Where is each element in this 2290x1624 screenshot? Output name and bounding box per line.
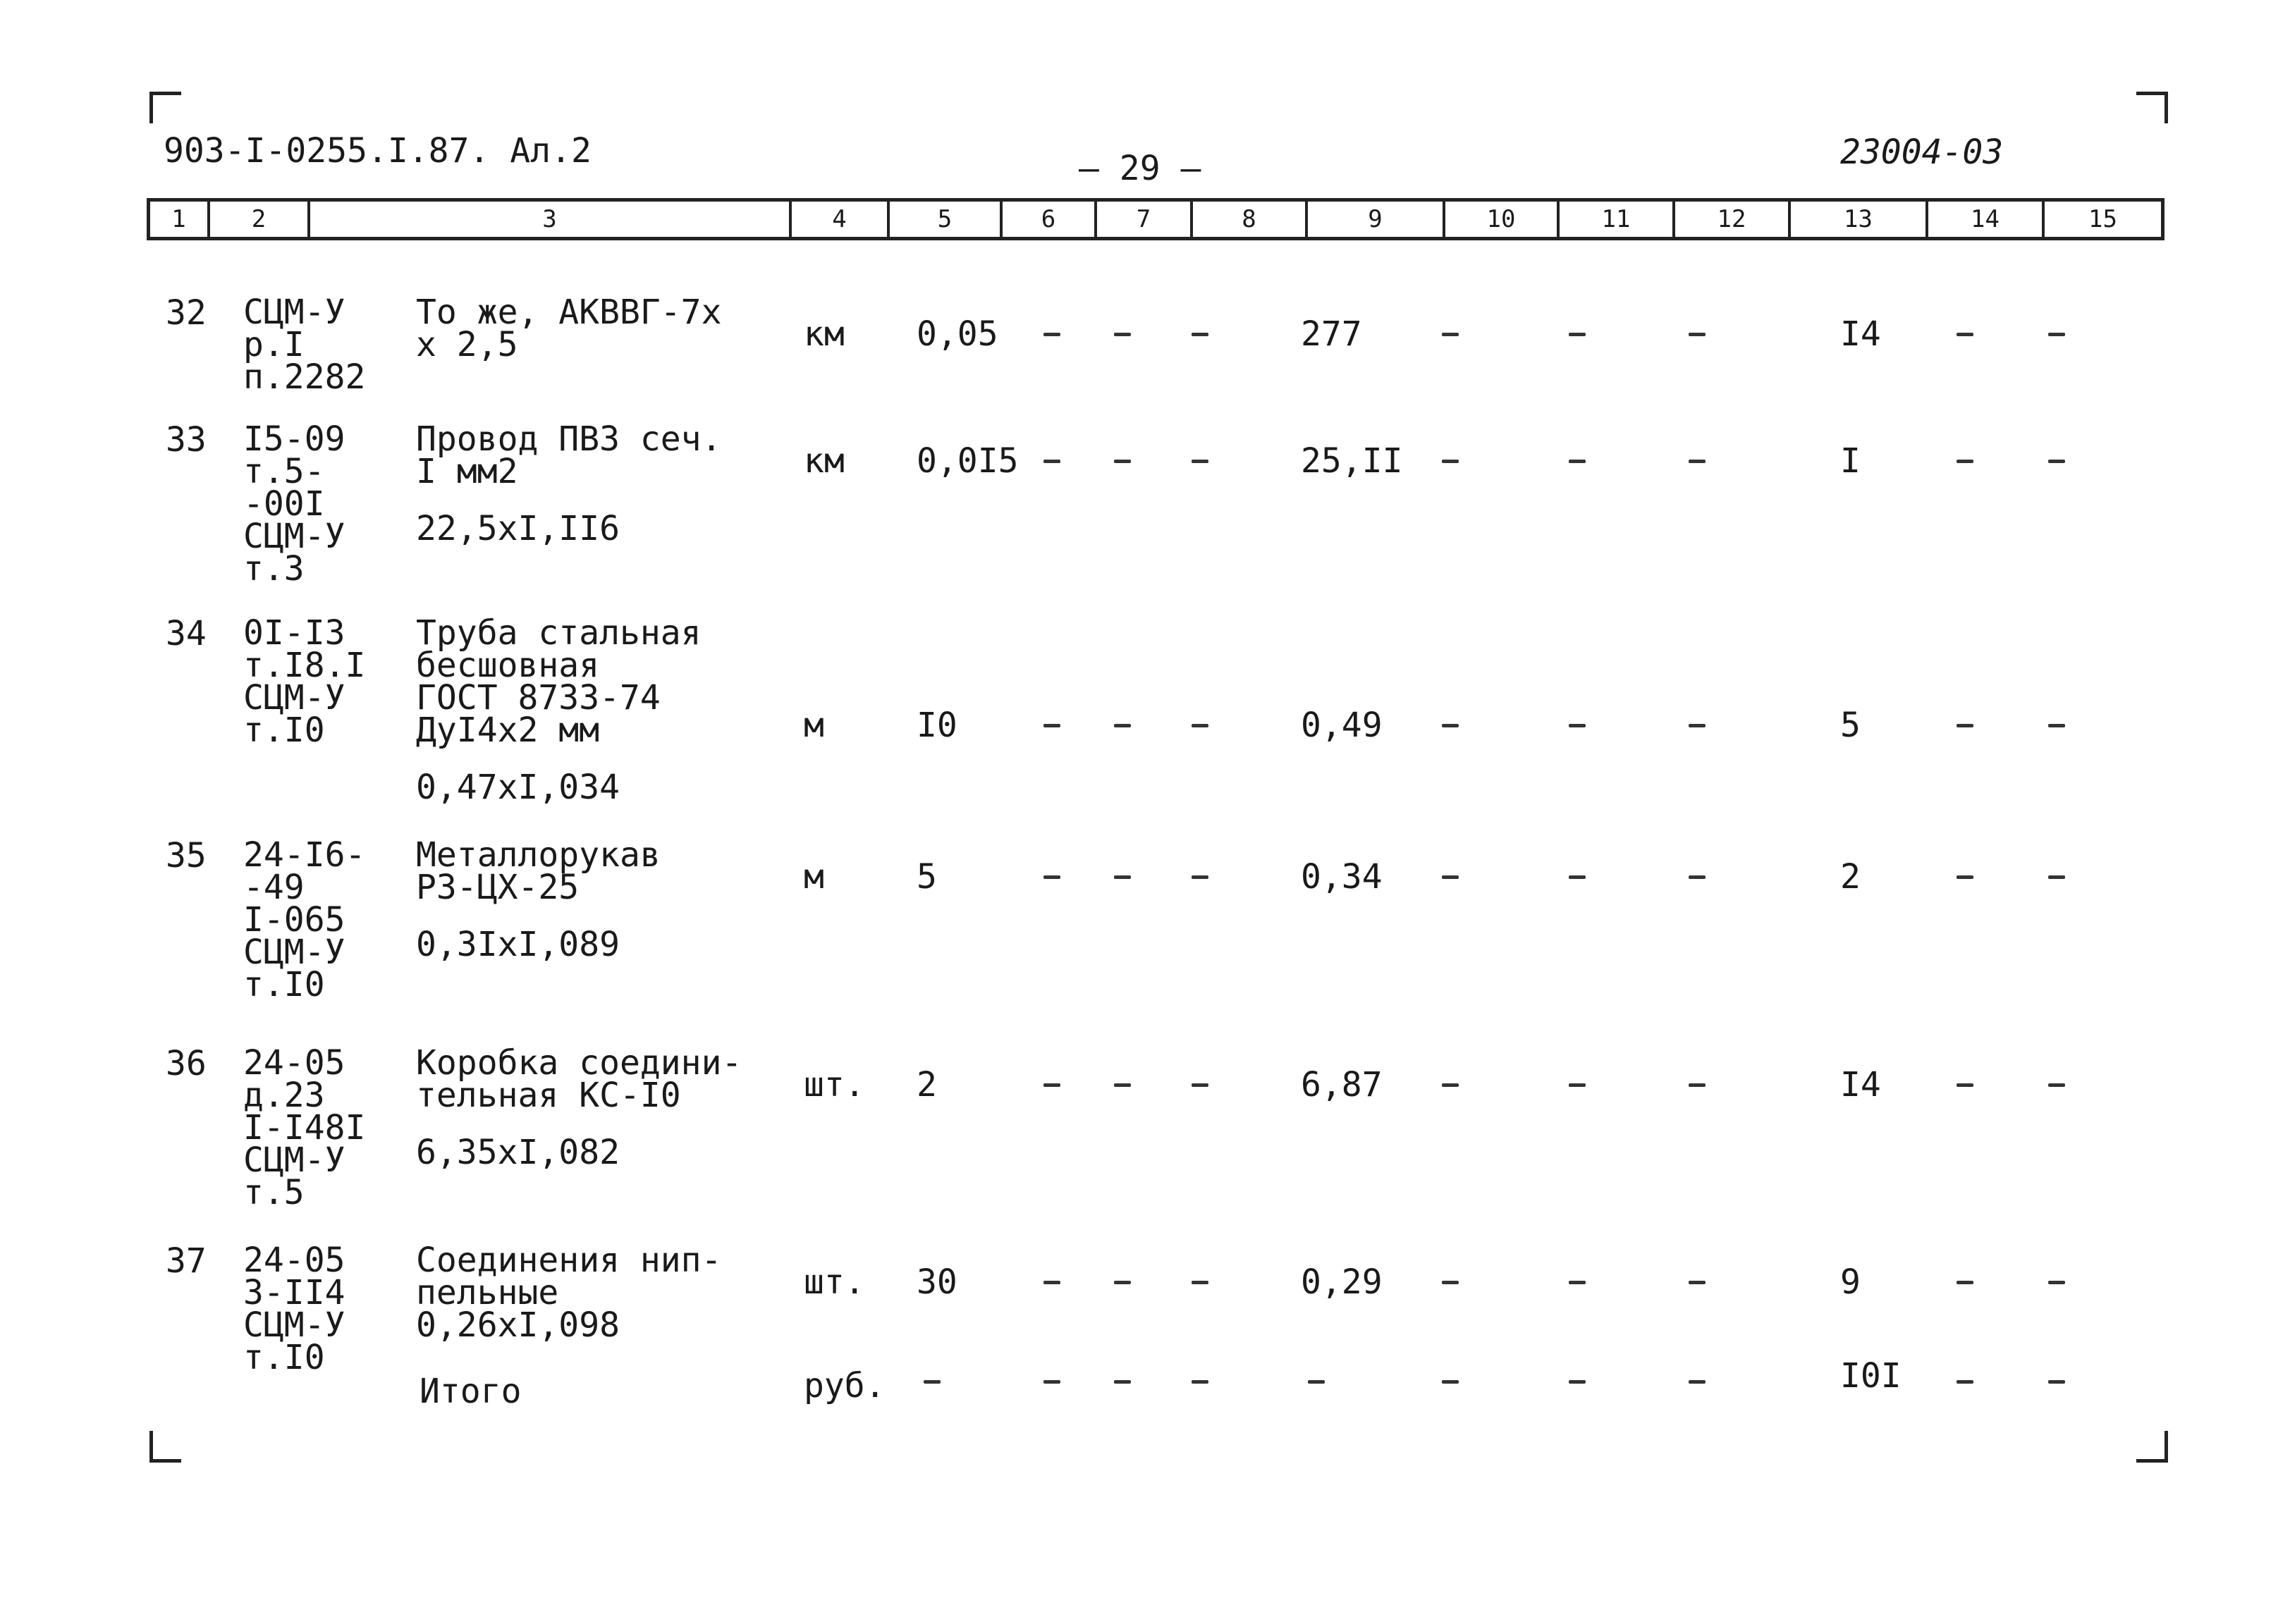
column-header-cell: 2 (210, 198, 310, 240)
row-description: Коробка соедини- тельная КС-I0 (416, 1043, 742, 1115)
dash-mark (1114, 1281, 1131, 1284)
row-col13: I4 (1840, 314, 1881, 354)
dash-mark (1114, 460, 1131, 463)
row-quantity: 5 (917, 857, 937, 897)
dash-mark (1689, 460, 1706, 463)
dash-mark (1114, 1380, 1131, 1384)
row-quantity: 2 (917, 1065, 937, 1105)
dash-mark (1689, 333, 1706, 336)
dash-mark (1569, 333, 1586, 336)
dash-mark (1442, 875, 1459, 879)
dash-mark (2048, 724, 2065, 727)
column-header-cell: 3 (310, 198, 792, 240)
row-reference: 24-I6- -49 I-065 СЦМ-У т.I0 (243, 835, 366, 1004)
row-reference: 24-05 д.23 I-I48I СЦМ-У т.5 (243, 1043, 366, 1212)
total-value: I0I (1840, 1356, 1902, 1396)
dash-mark (1114, 875, 1131, 879)
dash-mark (1442, 724, 1459, 727)
row-col13: I4 (1840, 1065, 1881, 1105)
dash-mark (1043, 875, 1060, 879)
row-unit: м (804, 857, 824, 897)
row-description: Труба стальная бесшовная ГОСТ 8733-74 ДуI4х2 мм (416, 613, 702, 750)
dash-mark (1957, 1083, 1973, 1087)
dash-mark (924, 1380, 941, 1384)
row-description: Соединения нип- пельные 0,26хI,098 (416, 1241, 722, 1345)
dash-mark (1043, 460, 1060, 463)
row-quantity: 0,0I5 (917, 441, 1019, 481)
row-quantity: 30 (917, 1262, 957, 1302)
dash-mark (1043, 1281, 1060, 1284)
column-header-cell: 8 (1193, 198, 1308, 240)
row-price: 0,49 (1301, 706, 1383, 745)
dash-mark (1689, 875, 1706, 879)
column-header-cell: 12 (1675, 198, 1791, 240)
dash-mark (1192, 724, 1208, 727)
row-col13: 2 (1840, 857, 1861, 897)
dash-mark (1043, 724, 1060, 727)
row-description: Провод ПВЗ сеч. I мм2 (416, 419, 722, 491)
dash-mark (1192, 1083, 1208, 1087)
row-unit: км (804, 314, 845, 354)
dash-mark (1569, 875, 1586, 879)
dash-mark (1957, 1281, 1973, 1284)
row-number: 36 (166, 1044, 207, 1083)
corner-mark-br (2136, 1431, 2168, 1463)
row-formula: 6,35хI,082 (416, 1133, 620, 1172)
dash-mark (1957, 333, 1973, 336)
dash-mark (2048, 1281, 2065, 1284)
row-number: 35 (166, 836, 207, 875)
dash-mark (1957, 875, 1973, 879)
corner-mark-bl (149, 1431, 181, 1463)
column-header-cell: 4 (792, 198, 890, 240)
dash-mark (1442, 333, 1459, 336)
row-unit: шт. (804, 1262, 865, 1302)
row-reference: СЦМ-У р.I п.2282 (243, 293, 366, 397)
row-quantity: 0,05 (917, 314, 998, 354)
row-number: 37 (166, 1241, 207, 1281)
dash-mark (1114, 333, 1131, 336)
row-price: 277 (1301, 314, 1362, 354)
row-price: 0,34 (1301, 857, 1383, 897)
doc-code: 903-I-0255.I.87. Ал.2 (164, 131, 592, 171)
dash-mark (2048, 333, 2065, 336)
dash-mark (1689, 1380, 1706, 1384)
dash-mark (2048, 1380, 2065, 1384)
dash-mark (1689, 1083, 1706, 1087)
row-formula: 0,3IхI,089 (416, 925, 620, 964)
row-unit: км (804, 441, 845, 481)
dash-mark (1569, 1281, 1586, 1284)
row-col13: 5 (1840, 706, 1861, 745)
row-unit: м (804, 706, 824, 745)
dash-mark (1043, 333, 1060, 336)
dash-mark (1114, 1083, 1131, 1087)
dash-mark (1192, 333, 1208, 336)
row-description: То же, АКВВГ-7х х 2,5 (416, 293, 722, 364)
dash-mark (1192, 875, 1208, 879)
dash-mark (2048, 460, 2065, 463)
row-quantity: I0 (917, 706, 957, 745)
column-header-cell: 1 (150, 198, 210, 240)
row-number: 32 (166, 293, 207, 333)
row-unit: шт. (804, 1065, 865, 1105)
dash-mark (1192, 460, 1208, 463)
column-header-cell: 14 (1928, 198, 2045, 240)
dash-mark (1114, 724, 1131, 727)
corner-mark-tr (2136, 92, 2168, 123)
row-formula: 0,47хI,034 (416, 768, 620, 807)
dash-mark (1957, 724, 1973, 727)
row-price: 0,29 (1301, 1262, 1383, 1302)
dash-mark (1957, 460, 1973, 463)
dash-mark (2048, 875, 2065, 879)
dash-mark (1689, 1281, 1706, 1284)
row-col13: 9 (1840, 1262, 1861, 1302)
column-header-cell: 11 (1560, 198, 1675, 240)
dash-mark (1957, 1380, 1973, 1384)
row-reference: 0I-I3 т.I8.I СЦМ-У т.I0 (243, 613, 366, 750)
dash-mark (1689, 724, 1706, 727)
row-price: 25,II (1301, 441, 1403, 481)
dash-mark (1043, 1380, 1060, 1384)
row-reference: 24-05 3-II4 СЦМ-У т.I0 (243, 1241, 345, 1377)
dash-mark (1442, 1281, 1459, 1284)
column-header-cell: 7 (1097, 198, 1193, 240)
column-header-cell: 6 (1003, 198, 1097, 240)
dash-mark (1192, 1380, 1208, 1384)
dash-mark (1043, 1083, 1060, 1087)
dash-mark (1308, 1380, 1325, 1384)
dash-mark (1569, 1083, 1586, 1087)
column-header-cell: 10 (1445, 198, 1560, 240)
row-number: 34 (166, 614, 207, 653)
row-col13: I (1840, 441, 1861, 481)
column-header-cell: 5 (890, 198, 1003, 240)
column-header-cell: 15 (2088, 205, 2117, 233)
column-header-cell: 13 (1791, 198, 1928, 240)
row-number: 33 (166, 420, 207, 460)
dash-mark (1192, 1281, 1208, 1284)
row-price: 6,87 (1301, 1065, 1383, 1105)
dash-mark (1442, 1083, 1459, 1087)
dash-mark (1569, 460, 1586, 463)
dash-mark (1442, 460, 1459, 463)
row-reference: I5-09 т.5- -00I СЦМ-У т.3 (243, 419, 345, 589)
total-label: Итого (420, 1372, 522, 1411)
dash-mark (1442, 1380, 1459, 1384)
page-number: — 29 — (1079, 149, 1201, 188)
corner-mark-tl (149, 92, 181, 123)
row-description: Металлорукав РЗ-ЦХ-25 (416, 835, 661, 907)
row-formula: 22,5хI,II6 (416, 509, 620, 548)
inventory-number: 23004-03 (1840, 133, 2004, 172)
dash-mark (1569, 724, 1586, 727)
dash-mark (2048, 1083, 2065, 1087)
total-unit: руб. (804, 1366, 886, 1405)
column-header-cell: 9 (1308, 198, 1445, 240)
dash-mark (1569, 1380, 1586, 1384)
